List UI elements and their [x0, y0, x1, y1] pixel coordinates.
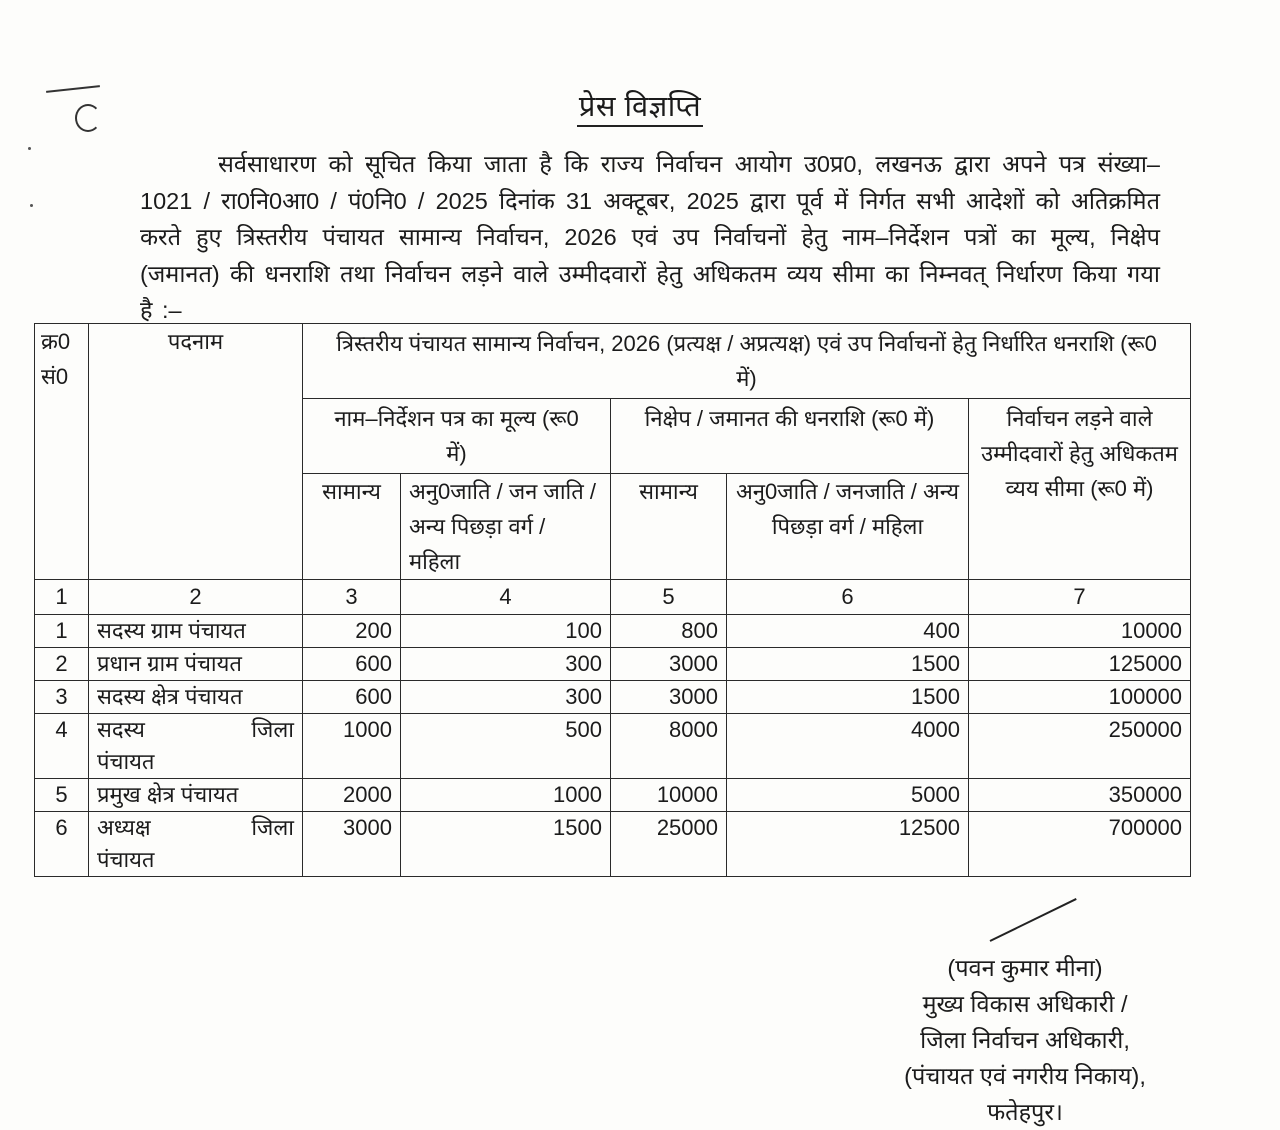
column-number: 4 — [401, 580, 611, 615]
signatory-designation: जिला निर्वाचन अधिकारी, — [920, 1027, 1130, 1053]
deposit-general-cell: 800 — [611, 615, 727, 648]
serial-cell: 1 — [35, 615, 89, 648]
nomination-reserved-cell: 100 — [401, 615, 611, 648]
expense-limit-cell: 100000 — [969, 681, 1191, 714]
signatory-name: (पवन कुमार मीना) — [947, 955, 1103, 981]
table-row — [35, 648, 1191, 681]
header-deposit: निक्षेप / जमानत की धनराशि (रू0 में) — [611, 399, 969, 474]
table-row — [35, 615, 1191, 648]
nomination-general-cell: 600 — [303, 648, 401, 681]
nomination-general-cell: 3000 — [303, 812, 401, 877]
deposit-reserved-cell: 400 — [727, 615, 969, 648]
signature-stroke — [990, 898, 1077, 942]
header-deposit-general: सामान्य — [611, 474, 727, 580]
deposit-general-cell: 8000 — [611, 714, 727, 779]
table-row — [35, 681, 1191, 714]
body-paragraph: सर्वसाधारण को सूचित किया जाता है कि राज्य निर्वाचन आयोग उ0प्र0, लखनऊ द्वारा अपने पत्र संख्या–1021 / रा0नि0आ0 / पं0नि0 / 2025 दिनांक 31 अक्टूबर, 2025 द्वारा पूर्व में निर्गत सभी आदेशों को अतिक्रमित करते हुए त्रिस्तरीय पंचायत सामान्य निर्वाचन, 2026 एवं उप निर्वाचनों हेतु नाम–निर्देशन पत्रों का मूल्य, निक्षेप (जमानत) की धनराशि तथा निर्वाचन लड़ने वाले उम्मीदवारों हेतु अधिकतम व्यय सीमा का निम्नवत् निर्धारण किया गया है :– — [140, 151, 1160, 323]
expense-limit-cell: 350000 — [969, 779, 1191, 812]
signatory-designation: (पंचायत एवं नगरीय निकाय), — [904, 1063, 1146, 1089]
column-number: 5 — [611, 580, 727, 615]
deposit-reserved-cell: 1500 — [727, 648, 969, 681]
column-number: 6 — [727, 580, 969, 615]
table-row — [35, 714, 1191, 779]
header-nomination-reserved: अनु0जाति / जन जाति / अन्य पिछड़ा वर्ग / महिला — [401, 474, 611, 580]
deposit-general-cell: 3000 — [611, 648, 727, 681]
header-post: पदनाम — [89, 324, 303, 580]
column-number-row — [35, 580, 1191, 615]
table-row — [35, 812, 1191, 877]
header-nomination-general: सामान्य — [303, 474, 401, 580]
header-expense-limit: निर्वाचन लड़ने वाले उम्मीदवारों हेतु अधिकतम व्यय सीमा (रू0 में) — [969, 399, 1191, 580]
header-nomination-fee: नाम–निर्देशन पत्र का मूल्य (रू0 में) — [303, 399, 611, 474]
header-group-title: त्रिस्तरीय पंचायत सामान्य निर्वाचन, 2026 (प्रत्यक्ष / अप्रत्यक्ष) एवं उप निर्वाचनों हेतु निर्धारित धनराशि (रू0 में) — [303, 324, 1191, 399]
expense-limit-cell: 10000 — [969, 615, 1191, 648]
header-row-1 — [35, 324, 1191, 399]
nomination-reserved-cell: 1000 — [401, 779, 611, 812]
nomination-reserved-cell: 500 — [401, 714, 611, 779]
nomination-reserved-cell: 1500 — [401, 812, 611, 877]
deposit-general-cell: 3000 — [611, 681, 727, 714]
nomination-general-cell: 1000 — [303, 714, 401, 779]
column-number: 3 — [303, 580, 401, 615]
post-cell: सदस्य ग्राम पंचायत — [89, 615, 303, 648]
signatory-place: फतेहपुर। — [987, 1099, 1063, 1125]
deposit-reserved-cell: 1500 — [727, 681, 969, 714]
serial-cell: 3 — [35, 681, 89, 714]
title-text: प्रेस विज्ञप्ति — [577, 91, 703, 127]
signatory-designation: मुख्य विकास अधिकारी / — [922, 991, 1128, 1017]
serial-cell: 2 — [35, 648, 89, 681]
serial-cell: 6 — [35, 812, 89, 877]
serial-cell: 5 — [35, 779, 89, 812]
expense-limit-cell: 250000 — [969, 714, 1191, 779]
nomination-general-cell: 200 — [303, 615, 401, 648]
scan-speck — [30, 204, 33, 207]
scan-speck — [28, 147, 31, 150]
header-deposit-reserved: अनु0जाति / जनजाति / अन्य पिछड़ा वर्ग / महिला — [727, 474, 969, 580]
header-serial: क्र0 सं0 — [35, 324, 89, 580]
deposit-reserved-cell: 12500 — [727, 812, 969, 877]
column-number: 2 — [89, 580, 303, 615]
deposit-general-cell: 25000 — [611, 812, 727, 877]
post-cell: सदस्य क्षेत्र पंचायत — [89, 681, 303, 714]
deposit-general-cell: 10000 — [611, 779, 727, 812]
column-number: 1 — [35, 580, 89, 615]
table-row — [35, 779, 1191, 812]
post-cell: प्रधान ग्राम पंचायत — [89, 648, 303, 681]
nomination-general-cell: 600 — [303, 681, 401, 714]
expense-limit-cell: 125000 — [969, 648, 1191, 681]
post-cell: अध्यक्ष जिला पंचायत — [89, 812, 303, 877]
serial-cell: 4 — [35, 714, 89, 779]
post-cell: सदस्य जिला पंचायत — [89, 714, 303, 779]
document-title — [0, 86, 1280, 125]
expense-limit-cell: 700000 — [969, 812, 1191, 877]
nomination-reserved-cell: 300 — [401, 648, 611, 681]
post-cell: प्रमुख क्षेत्र पंचायत — [89, 779, 303, 812]
signature-block — [870, 950, 1180, 1130]
nomination-reserved-cell: 300 — [401, 681, 611, 714]
deposit-reserved-cell: 4000 — [727, 714, 969, 779]
fee-table — [34, 323, 1191, 877]
column-number: 7 — [969, 580, 1191, 615]
deposit-reserved-cell: 5000 — [727, 779, 969, 812]
nomination-general-cell: 2000 — [303, 779, 401, 812]
